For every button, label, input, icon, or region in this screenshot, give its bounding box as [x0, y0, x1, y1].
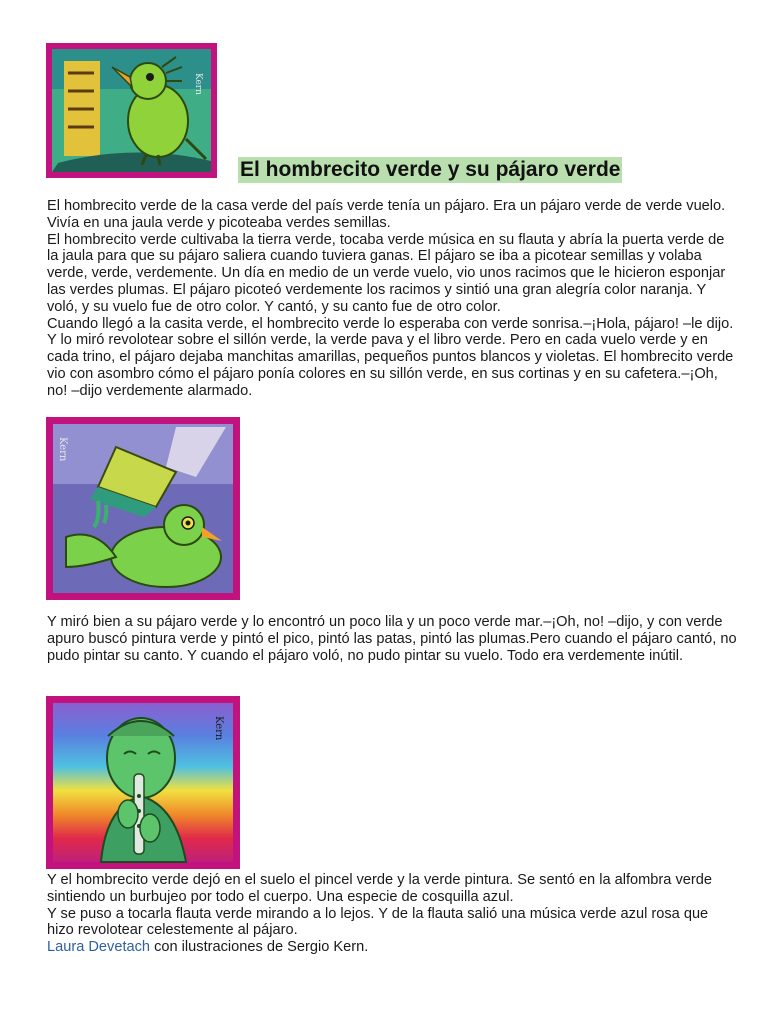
credit-text: con ilustraciones de Sergio Kern.	[150, 939, 369, 956]
svg-text:Kern: Kern	[213, 716, 224, 741]
story-block-3	[47, 872, 737, 956]
green-bird-icon	[46, 43, 217, 178]
paragraph: El hombrecito verde cultivaba la tierra verde, tocaba verde música en su flauta y abría la puerta verde de la jaula para que su pájaro saliera cuando tuviera ganas. El pájaro se iba a picotear semillas y volaba verde, verde, verdemente. Un día en medio de un verde vuelo, vio unos racimos que le hicieron esponjar las verdes plumas. El pájaro picoteó verdemente los racimos y sintió una gran alegría color naranja. Y voló, y su vuelo fue de otro color. Y cantó, y su canto fue de otro color.	[47, 231, 726, 315]
paintbrush-icon	[46, 417, 240, 600]
paragraph: Y miró bien a su pájaro verde y lo encontró un poco lila y un poco verde mar.–¡Oh, no! –dijo, y con verde apuro buscó pintura verde y pintó el pico, pintó las patas, pintó las plumas.Pero cuando el pájaro cantó, no pudo pintar su canto. Y cuando el pájaro voló, no pudo pintar su vuelo. Todo era verdemente inútil.	[47, 614, 737, 664]
paintbrush-bird-illustration	[46, 417, 240, 600]
svg-text:Kern: Kern	[57, 437, 68, 462]
green-bird-illustration	[46, 43, 217, 178]
svg-text:Kern: Kern	[193, 73, 203, 95]
credit-line	[47, 939, 737, 956]
flute-player-illustration	[46, 696, 240, 869]
paragraph: Cuando llegó a la casita verde, el hombrecito verde lo esperaba con verde sonrisa.–¡Hola, pájaro! –le dijo. Y lo miró revolotear sobre el sillón verde, la verde pava y el libro verde. Pero en cada vuelo verde y en cada trino, el pájaro dejaba manchitas amarillas, pequeños puntos blancos y violetas. El hombrecito verde vio con asombro cómo el pájaro ponía colores en su sillón verde, en sus cortinas y en su cafetera.–¡Oh, no! –dijo verdemente alarmado.	[47, 315, 734, 399]
story-block-1	[47, 198, 737, 400]
paragraph: Y se puso a tocarla flauta verde mirando a lo lejos. Y de la flauta salió una música verde azul rosa que hizo revolotear celestemente al pájaro.	[47, 905, 709, 939]
story-block-2	[47, 614, 737, 664]
paragraph: El hombrecito verde de la casa verde del país verde tenía un pájaro. Era un pájaro verde de verde vuelo. Vivía en una jaula verde y picoteaba verdes semillas.	[47, 198, 726, 231]
paragraph: Y el hombrecito verde dejó en el suelo el pincel verde y la verde pintura. Se sentó en la alfombra verde sintiendo un burbujeo por todo el cuerpo. Una especie de cosquilla azul.	[47, 872, 712, 905]
flute-player-icon	[46, 696, 240, 869]
author-link[interactable]: Laura Devetach	[47, 939, 151, 956]
page-title: El hombrecito verde y su pájaro verde	[240, 158, 621, 181]
